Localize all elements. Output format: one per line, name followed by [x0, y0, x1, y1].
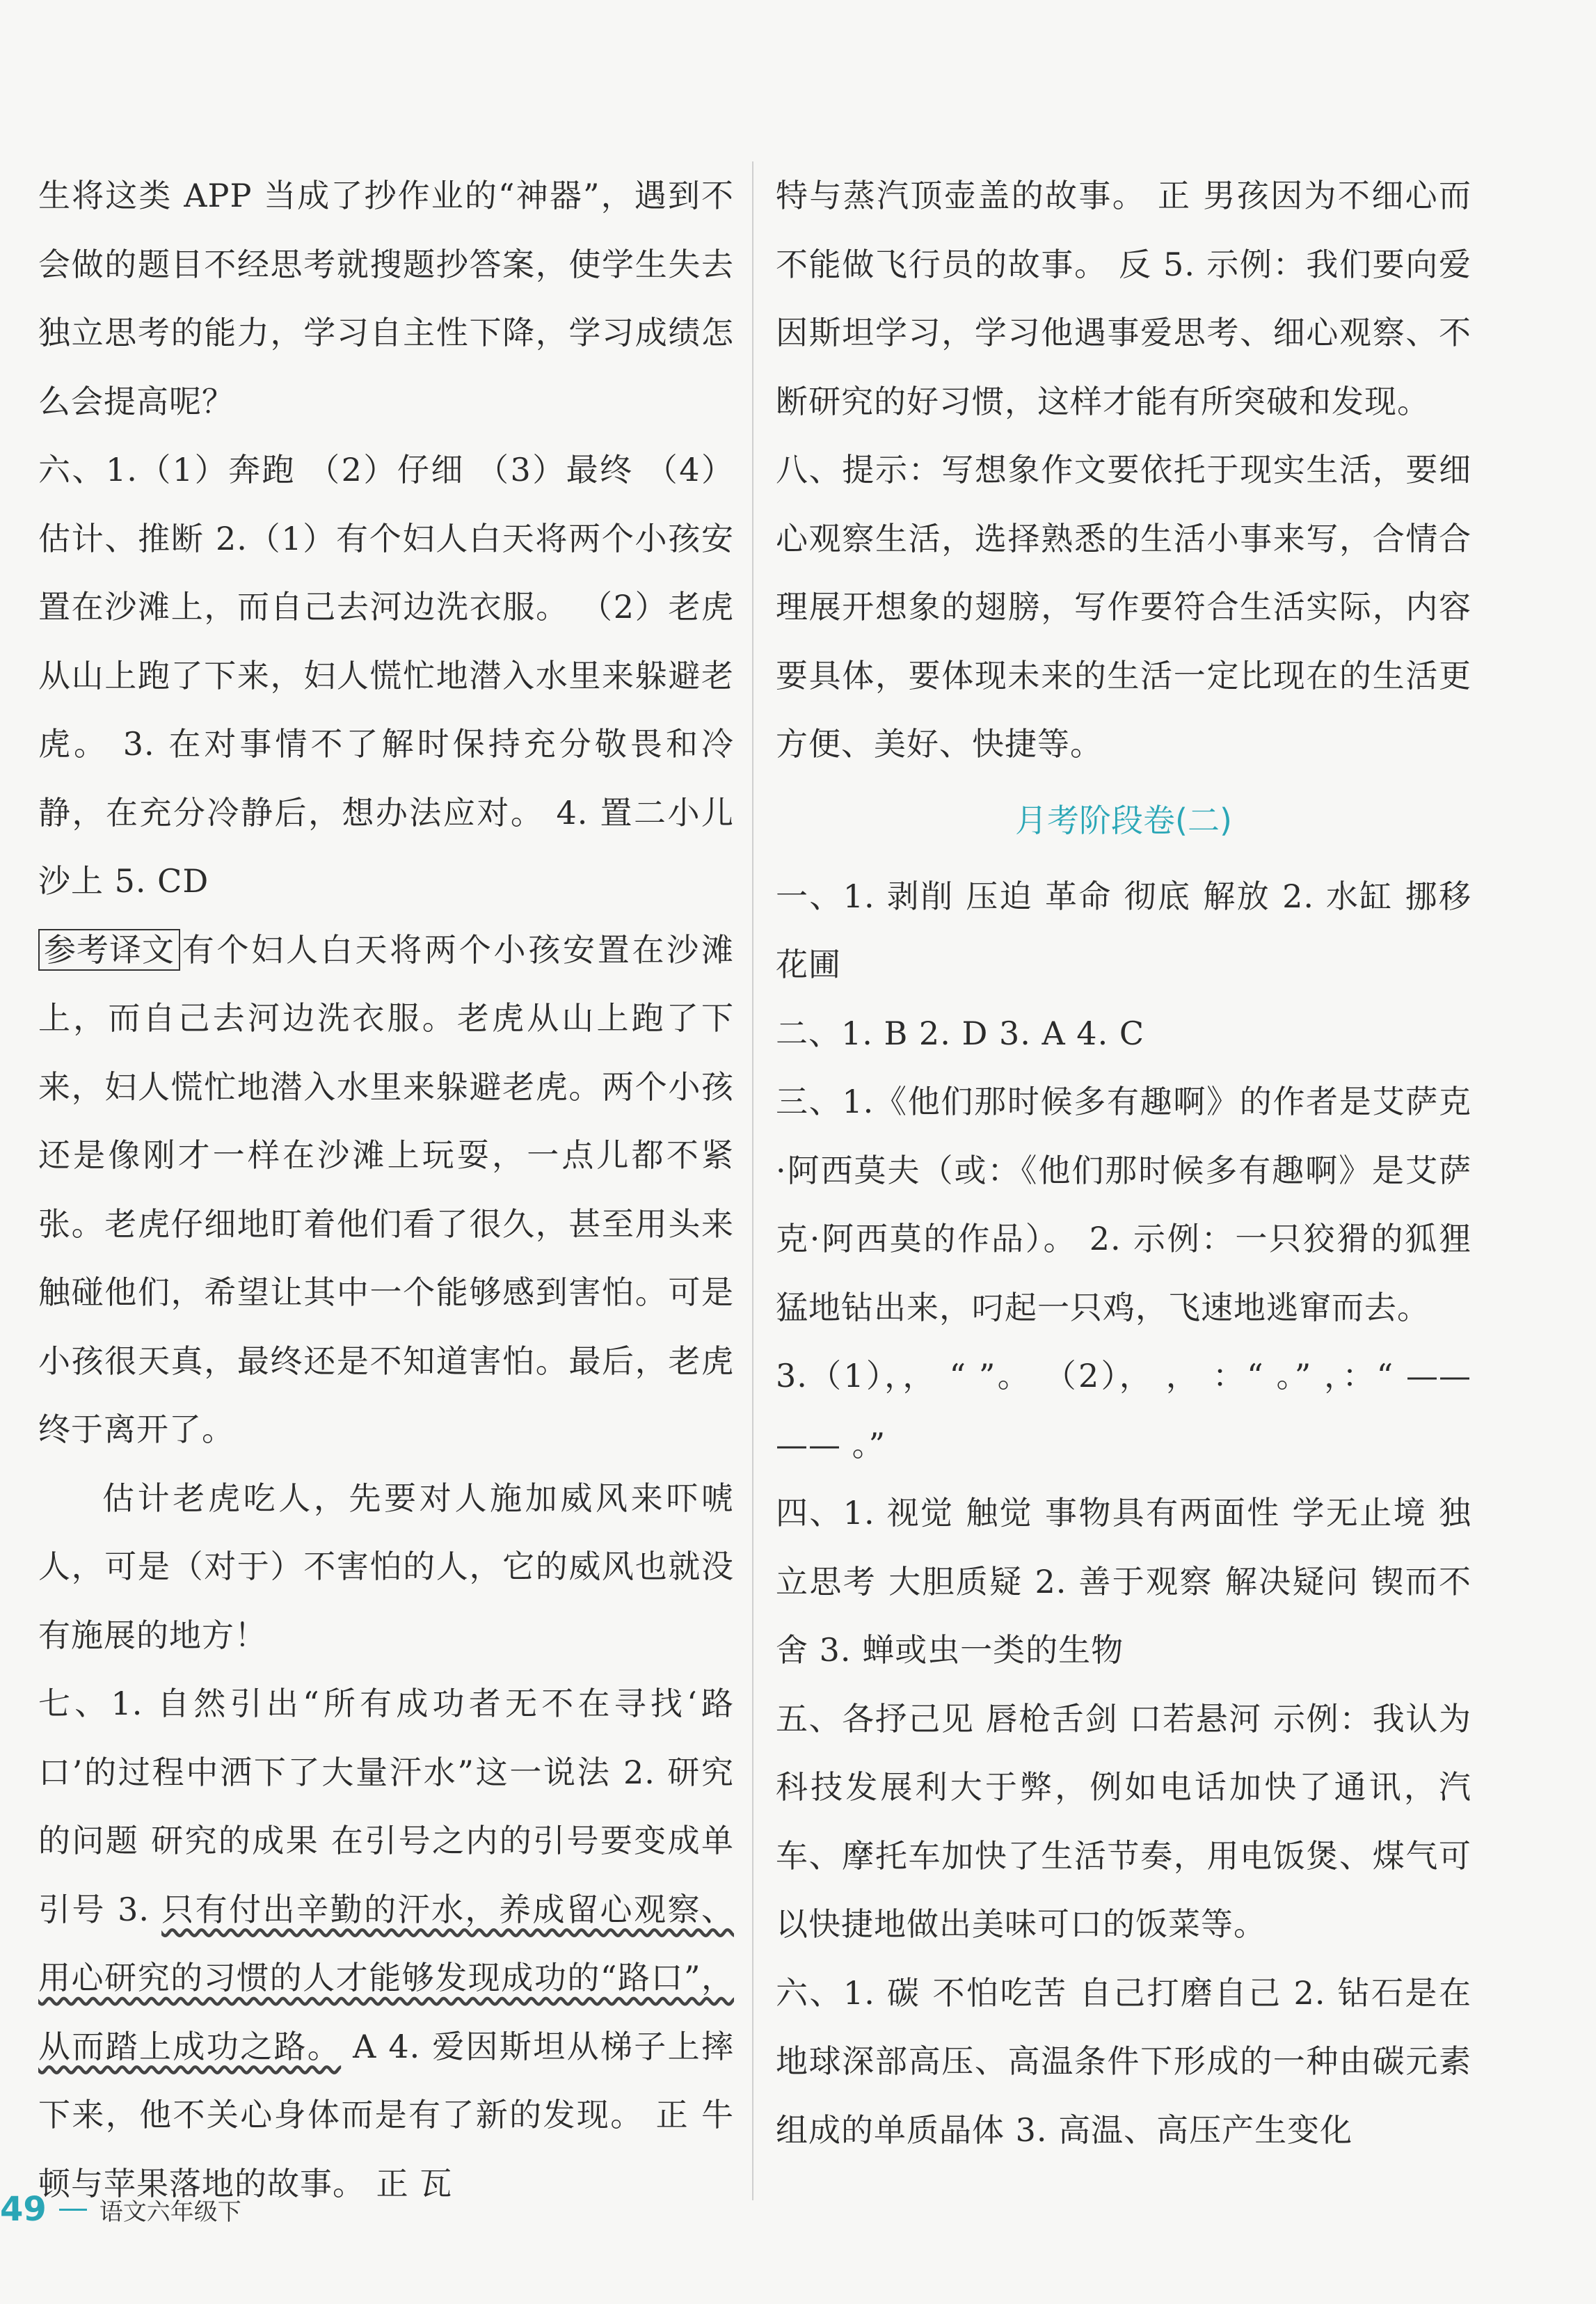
section-title: 月考阶段卷(二) — [1015, 801, 1232, 839]
right-paragraph-1: 特与蒸汽顶壶盖的故事。 正 男孩因为不细心而不能做飞行员的故事。 反 5. 示例：我们要向爱因斯坦学习，学习他遇事爱思考、细心观察、不断研究的好习惯，这样才能有所突破和发现。 — [776, 177, 1471, 420]
column-divider — [752, 161, 753, 2200]
answer-q6: 六、1. 碳 不怕吃苦 自己打磨自己 2. 钻石是在地球深部高压、高温条件下形成的一种由碳元素组成的单质晶体 3. 高温、高压产生变化 — [776, 1973, 1471, 2149]
answer-q3: 三、1.《他们那时候多有趣啊》的作者是艾萨克·阿西莫夫（或：《他们那时候多有趣啊》是艾萨克·阿西莫的作品）。 2. 示例：一只狡猾的狐狸猛地钻出来，叼起一只鸡，飞速地逃窜而去。 — [776, 1083, 1471, 1326]
answer-q5: 五、各抒己见 唇枪舌剑 口若悬河 示例：我认为科技发展利大于弊，例如电话加快了通讯，汽车、摩托车加快了生活节奏，用电饭煲、煤气可以快捷地做出美味可口的饭菜等。 — [776, 1699, 1471, 1943]
answer-q3-punctuation: 3.（1），， “ ”。 （2）， ， ：“ 。” ，：“ —— —— 。” — [776, 1357, 1483, 1463]
left-paragraph-1: 生将这类 APP 当成了抄作业的“神器”，遇到不会做的题目不经思考就搜题抄答案，使学生失去独立思考的能力，学习自主性下降，学习成绩怎么会提高呢？ — [38, 177, 734, 420]
section-7-text-a: 七、1. 自然引出“所有成功者无不在寻找‘路口’的过程中洒下了大量汗水”这一说法 2. 研究的问题 研究的成果 在引号之内的引号要变成单引号 3. — [38, 1685, 734, 1928]
section-7-text-b: A 4. 爱因斯坦从梯子上摔下来，他不关心身体而是有了新的发现。 正 牛顿与苹果落地的故事。 正 瓦 — [38, 2027, 735, 2202]
page-footer — [0, 2178, 241, 2241]
page-number: 49 — [0, 2190, 47, 2229]
footer-dash — [59, 2209, 87, 2211]
answer-q4: 四、1. 视觉 触觉 事物具有两面性 学无止境 独立思考 大胆质疑 2. 善于观察 解决疑问 锲而不舍 3. 蝉或虫一类的生物 — [776, 1494, 1471, 1669]
left-answers-section-7 — [38, 1669, 734, 2218]
footer-label: 语文六年级下 — [99, 2198, 241, 2226]
section-7-wavy-underlined: 只有付出辛勤的汗水，养成留心观察、用心研究的习惯的人才能够发现成功的“路口”，从而踏上成功之路。 — [38, 1890, 734, 2065]
left-column — [38, 161, 734, 2218]
right-column — [776, 161, 1483, 2164]
right-answers-section-8: 八、提示：写想象作文要依托于现实生活，要细心观察生活，选择熟悉的生活小事来写，合情合理展开想象的翅膀，写作要符合生活实际，内容要具体，要体现未来的生活一定比现在的生活更方便、美好、快捷等。 — [776, 451, 1471, 763]
answer-q1: 一、1. 剥削 压迫 革命 彻底 解放 2. 水缸 挪移 花圃 — [776, 877, 1483, 983]
answer-q2: 二、1. B 2. D 3. A 4. C — [776, 1014, 1145, 1052]
reference-translation — [38, 916, 734, 1464]
left-answers-section-6: 六、1.（1）奔跑 （2）仔细 （3）最终 （4）估计、推断 2.（1）有个妇人白天将两个小孩安置在沙滩上，而自己去河边洗衣服。 （2）老虎从山上跑了下来，妇人慌忙地潜入水里来躲避老虎。 3. 在对事情不了解时保持充分敬畏和冷静，在充分冷静后，想办法应对。 4. 置二小儿沙上 5. CD — [38, 451, 734, 900]
reference-translation-label: 参考译文 — [38, 929, 180, 971]
reference-translation-text: 有个妇人白天将两个小孩安置在沙滩上，而自己去河边洗衣服。老虎从山上跑了下来，妇人慌忙地潜入水里来躲避老虎。两个小孩还是像刚才一样在沙滩上玩耍，一点儿都不紧张。老虎仔细地盯着他们看了很久，甚至用头来触碰他们，希望让其中一个能够感到害怕。可是小孩很天真，最终还是不知道害怕。最后，老虎终于离开了。 — [38, 930, 734, 1448]
reference-translation-2: 估计老虎吃人，先要对人施加威风来吓唬人，可是（对于）不害怕的人，它的威风也就没有施展的地方！ — [38, 1479, 734, 1654]
